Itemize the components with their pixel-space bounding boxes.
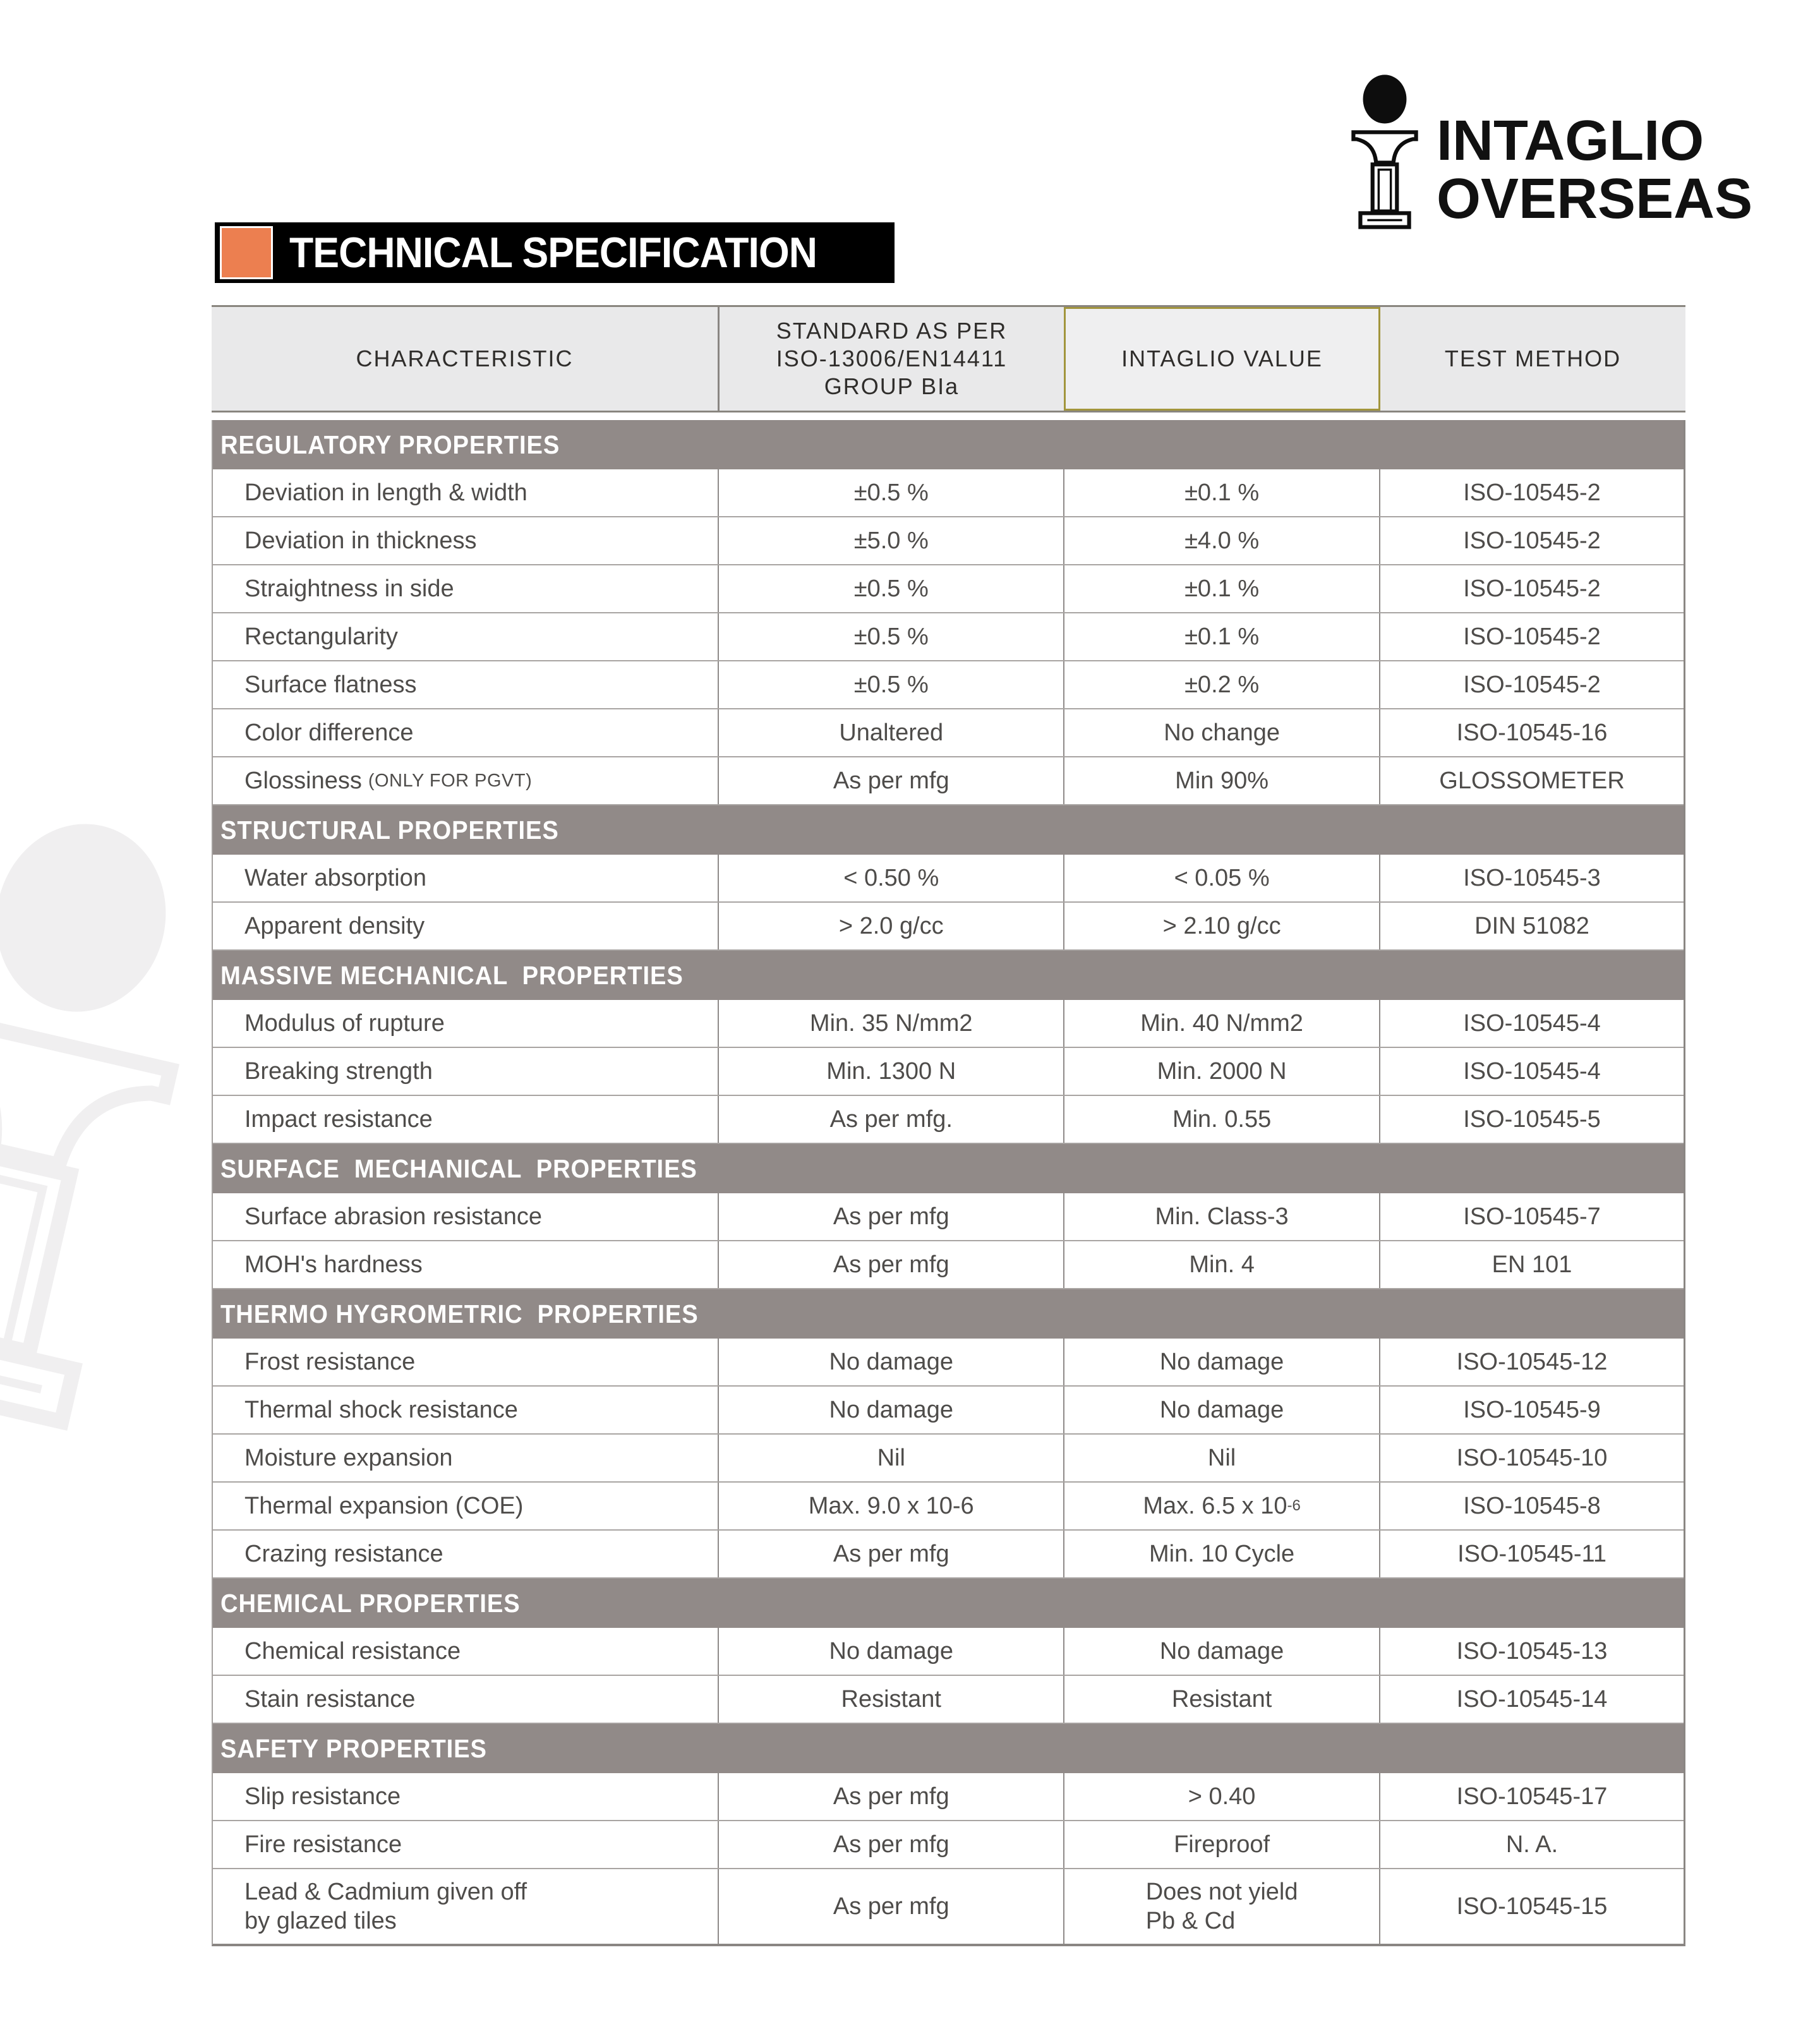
cell-standard-value: As per mfg [718, 1241, 1063, 1288]
cell-standard-value: Min. 35 N/mm2 [718, 1000, 1063, 1047]
cell-standard-value: ±0.5 % [718, 565, 1063, 612]
cell-intaglio-value: Nil [1063, 1435, 1379, 1481]
table-row [213, 1435, 1684, 1483]
cell-characteristic: Fire resistance [244, 1831, 402, 1858]
cell-intaglio-value [1063, 1869, 1379, 1944]
cell-characteristic: Color difference [244, 719, 414, 746]
cell-test-method: ISO-10545-2 [1379, 613, 1684, 660]
section-header [213, 420, 1684, 469]
cell-test-method: N. A. [1379, 1821, 1684, 1868]
cell-test-method: ISO-10545-3 [1379, 855, 1684, 901]
table-row [213, 1483, 1684, 1531]
title-bar [215, 222, 895, 283]
cell-intaglio-value: No change [1063, 709, 1379, 756]
cell-standard-value: No damage [718, 1628, 1063, 1675]
section-header [213, 1289, 1684, 1339]
table-row [213, 1339, 1684, 1387]
cell-intaglio-value: < 0.05 % [1063, 855, 1379, 901]
cell-standard-value: As per mfg. [718, 1096, 1063, 1143]
section-header-label: THERMO HYGROMETRIC PROPERTIES [220, 1299, 699, 1328]
cell-intaglio-value: ±4.0 % [1063, 517, 1379, 564]
table-row [213, 709, 1684, 757]
cell-characteristic: Deviation in thickness [244, 527, 477, 554]
cell-characteristic: Rectangularity [244, 623, 398, 650]
cell-characteristic [213, 1869, 718, 1944]
cell-characteristic: Thermal shock resistance [244, 1397, 518, 1423]
column-header-standard: STANDARD AS PER ISO-13006/EN14411 GROUP BIa [718, 307, 1064, 411]
cell-standard-value: As per mfg [718, 1821, 1063, 1868]
cell-test-method: ISO-10545-7 [1379, 1193, 1684, 1240]
cell-characteristic: Straightness in side [244, 575, 454, 602]
brand-wordmark [1437, 74, 1753, 231]
table-row [213, 517, 1684, 565]
table-row [213, 903, 1684, 951]
cell-standard-value: < 0.50 % [718, 855, 1063, 901]
cell-intaglio-value: No damage [1063, 1628, 1379, 1675]
cell-standard-value: As per mfg [718, 1193, 1063, 1240]
table-row [213, 757, 1684, 805]
cell-intaglio-value: Min. 4 [1063, 1241, 1379, 1288]
page-title: TECHNICAL SPECIFICATION [289, 229, 817, 277]
table-row [213, 1241, 1684, 1289]
section-header-label: STRUCTURAL PROPERTIES [220, 815, 559, 845]
cell-test-method: ISO-10545-17 [1379, 1773, 1684, 1820]
cell-intaglio-value: ±0.1 % [1063, 613, 1379, 660]
cell-intaglio-value: No damage [1063, 1339, 1379, 1385]
cell-test-method: DIN 51082 [1379, 903, 1684, 949]
table-row [213, 1096, 1684, 1144]
cell-standard-value: As per mfg [718, 1773, 1063, 1820]
cell-characteristic: Frost resistance [244, 1349, 416, 1375]
cell-characteristic: Glossiness (ONLY FOR PGVT) [244, 768, 533, 794]
cell-characteristic: Surface flatness [244, 671, 417, 698]
table-row [213, 469, 1684, 517]
cell-characteristic: Modulus of rupture [244, 1010, 445, 1037]
cell-characteristic: Moisture expansion [244, 1445, 453, 1471]
orange-accent-square [220, 226, 273, 279]
cell-test-method: ISO-10545-9 [1379, 1387, 1684, 1433]
section-header [213, 1724, 1684, 1773]
cell-test-method: ISO-10545-2 [1379, 661, 1684, 708]
brand-name-line1: INTAGLIO [1437, 109, 1704, 172]
brand-logo [1349, 74, 1752, 231]
pillar-logo-icon [1349, 74, 1420, 231]
cell-intaglio-value: ±0.1 % [1063, 469, 1379, 516]
section-header [213, 805, 1684, 855]
cell-standard-value: > 2.0 g/cc [718, 903, 1063, 949]
cell-intaglio-value: > 2.10 g/cc [1063, 903, 1379, 949]
column-header-characteristic: CHARACTERISTIC [356, 346, 574, 371]
table-body [212, 420, 1685, 1946]
table-row [213, 661, 1684, 709]
cell-standard-value: As per mfg [718, 757, 1063, 804]
cell-characteristic: Slip resistance [244, 1783, 401, 1810]
cell-characteristic: Stain resistance [244, 1686, 416, 1713]
cell-test-method: ISO-10545-15 [1379, 1869, 1684, 1944]
cell-standard-value: As per mfg [718, 1531, 1063, 1577]
cell-standard-value: Nil [718, 1435, 1063, 1481]
cell-test-method: ISO-10545-11 [1379, 1531, 1684, 1577]
table-row [213, 613, 1684, 661]
cell-standard-value: ±0.5 % [718, 469, 1063, 516]
cell-intaglio-value: Max. 6.5 x 10 -6 [1063, 1483, 1379, 1529]
cell-intaglio-value: Min. 0.55 [1063, 1096, 1379, 1143]
section-header-label: CHEMICAL PROPERTIES [220, 1588, 521, 1618]
cell-characteristic: Thermal expansion (COE) [244, 1493, 524, 1519]
specification-table [212, 305, 1685, 1946]
table-row [213, 565, 1684, 613]
table-row [213, 1193, 1684, 1241]
cell-standard-value: ±5.0 % [718, 517, 1063, 564]
cell-test-method: ISO-10545-8 [1379, 1483, 1684, 1529]
cell-standard-value: Max. 9.0 x 10-6 [718, 1483, 1063, 1529]
cell-characteristic: MOH's hardness [244, 1251, 423, 1278]
cell-standard-value: No damage [718, 1387, 1063, 1433]
cell-test-method: ISO-10545-14 [1379, 1676, 1684, 1723]
cell-test-method: EN 101 [1379, 1241, 1684, 1288]
cell-characteristic: Deviation in length & width [244, 479, 527, 506]
section-header [213, 951, 1684, 1000]
cell-test-method: ISO-10545-2 [1379, 517, 1684, 564]
cell-intaglio-value: ±0.1 % [1063, 565, 1379, 612]
brand-name-line2: OVERSEAS [1437, 167, 1753, 231]
section-header-label: REGULATORY PROPERTIES [220, 430, 560, 459]
cell-standard-value: Unaltered [718, 709, 1063, 756]
table-row [213, 1676, 1684, 1724]
column-header-intaglio-value: INTAGLIO VALUE [1064, 307, 1380, 411]
cell-standard-value: Resistant [718, 1676, 1063, 1723]
table-row [213, 1531, 1684, 1579]
section-header-label: SAFETY PROPERTIES [220, 1733, 487, 1763]
section-header-label: MASSIVE MECHANICAL PROPERTIES [220, 960, 684, 990]
cell-test-method: ISO-10545-10 [1379, 1435, 1684, 1481]
cell-intaglio-value: No damage [1063, 1387, 1379, 1433]
cell-test-method: ISO-10545-16 [1379, 709, 1684, 756]
section-header-label: SURFACE MECHANICAL PROPERTIES [220, 1153, 697, 1183]
cell-test-method: ISO-10545-13 [1379, 1628, 1684, 1675]
cell-characteristic: Surface abrasion resistance [244, 1203, 543, 1230]
cell-test-method: ISO-10545-2 [1379, 469, 1684, 516]
characteristic-lines: Lead & Cadmium given off by glazed tiles [244, 1879, 527, 1934]
table-row [213, 1000, 1684, 1048]
cell-characteristic: Impact resistance [244, 1106, 433, 1133]
table-row [213, 855, 1684, 903]
cell-intaglio-value: > 0.40 [1063, 1773, 1379, 1820]
cell-test-method: GLOSSOMETER [1379, 757, 1684, 804]
cell-test-method: ISO-10545-4 [1379, 1000, 1684, 1047]
characteristic-note: (ONLY FOR PGVT) [368, 771, 533, 791]
cell-standard-value: ±0.5 % [718, 661, 1063, 708]
cell-characteristic: Apparent density [244, 913, 425, 939]
cell-characteristic: Water absorption [244, 865, 426, 891]
cell-standard-value: As per mfg [718, 1869, 1063, 1944]
section-header [213, 1579, 1684, 1628]
table-row [213, 1048, 1684, 1096]
cell-test-method: ISO-10545-5 [1379, 1096, 1684, 1143]
cell-characteristic: Chemical resistance [244, 1638, 461, 1665]
table-row [213, 1628, 1684, 1676]
table-row [213, 1773, 1684, 1821]
table-row [213, 1869, 1684, 1944]
cell-characteristic: Breaking strength [244, 1058, 433, 1085]
value-lines: Does not yield Pb & Cd [1145, 1879, 1298, 1934]
cell-intaglio-value: Min. 10 Cycle [1063, 1531, 1379, 1577]
section-header [213, 1144, 1684, 1193]
cell-intaglio-value: Min. 2000 N [1063, 1048, 1379, 1095]
cell-intaglio-value: Resistant [1063, 1676, 1379, 1723]
watermark-pillar-icon [0, 792, 235, 1444]
cell-intaglio-value: ±0.2 % [1063, 661, 1379, 708]
column-header-test-method: TEST METHOD [1444, 346, 1622, 371]
cell-standard-value: No damage [718, 1339, 1063, 1385]
cell-intaglio-value: Min. 40 N/mm2 [1063, 1000, 1379, 1047]
table-header-row [212, 305, 1685, 412]
cell-test-method: ISO-10545-4 [1379, 1048, 1684, 1095]
cell-standard-value: Min. 1300 N [718, 1048, 1063, 1095]
cell-test-method: ISO-10545-2 [1379, 565, 1684, 612]
cell-intaglio-value: Fireproof [1063, 1821, 1379, 1868]
cell-intaglio-value: Min 90% [1063, 757, 1379, 804]
table-row [213, 1821, 1684, 1869]
cell-intaglio-value: Min. Class-3 [1063, 1193, 1379, 1240]
table-row [213, 1387, 1684, 1435]
header-gap [212, 412, 1685, 420]
cell-standard-value: ±0.5 % [718, 613, 1063, 660]
cell-characteristic: Crazing resistance [244, 1541, 443, 1567]
cell-test-method: ISO-10545-12 [1379, 1339, 1684, 1385]
